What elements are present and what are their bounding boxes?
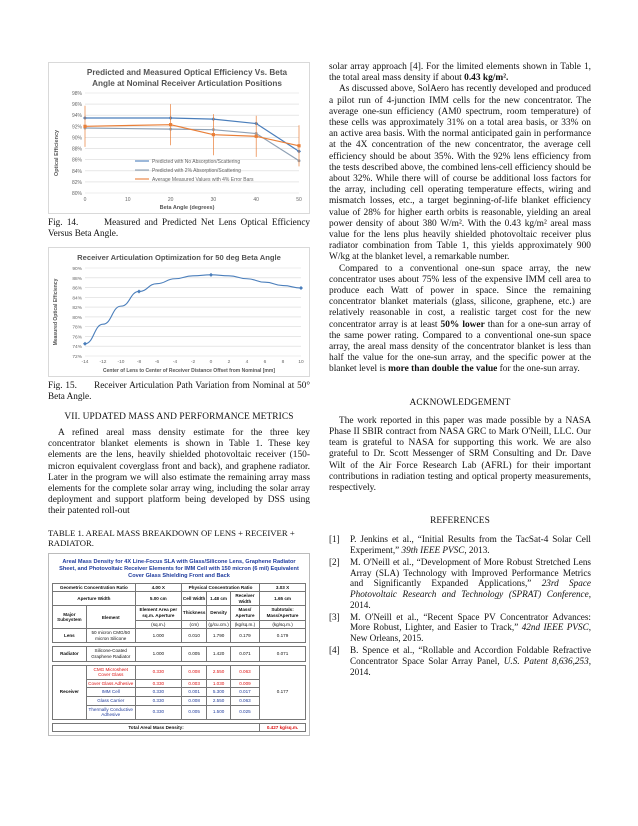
aperture-width-value: 5.00 cm	[135, 592, 181, 606]
table-title: Areal Mass Density for 4X Line-Focus SLA with Glass/Silicone Lens, Graphene Radiator Sheet, and Photovoltaic Receiver Elements for IMM Cell with 150 micron (6 mil) Equivalent Cover Glass Shielding Front and Back	[59, 558, 299, 579]
fig14-legend-label: Predicted with 2% Absorption/Scattering	[152, 168, 241, 174]
fig14-series-line	[85, 128, 299, 161]
fig14-y-tick: 98%	[71, 91, 82, 97]
fig14-point	[255, 135, 258, 138]
unit-thickness: (cm)	[181, 620, 206, 629]
fig15-chart	[49, 248, 309, 376]
fig14-y-tick: 88%	[71, 146, 82, 153]
header-major-subsystem: Major Subsystem	[53, 606, 87, 629]
aperture-width-label: Aperture Width	[53, 592, 136, 606]
fig15-x-tick: -2	[190, 360, 196, 365]
fig15-x-tick: -6	[154, 360, 160, 365]
reference-item: [1] P. Jenkins et al., “Initial Results from the TacSat-4 Solar Cell Experiment,” 39th IEEE PVSC, 2013.	[329, 534, 591, 555]
fig14-y-tick: 94%	[71, 113, 82, 120]
fig14-x-tick: 20	[167, 197, 174, 203]
references-list	[329, 534, 591, 677]
pcr-value: 3.03 X	[260, 583, 306, 592]
fig15-point	[83, 342, 87, 346]
fig15-x-tick: -14	[81, 360, 89, 365]
section-heading-vii: VII. UPDATED MASS AND PERFORMANCE METRICS	[64, 412, 294, 422]
unit-density: (g/cu.cm.)	[207, 620, 230, 629]
fig15-y-tick: 76%	[72, 335, 82, 341]
fig14-x-label: Beta Angle (degrees)	[159, 205, 215, 211]
fig15-y-tick: 82%	[72, 306, 82, 312]
fig15-x-tick: 4	[245, 360, 249, 365]
fig14-y-tick: 84%	[71, 168, 82, 175]
table-1-caption: TABLE 1. AREAL MASS BREAKDOWN OF LENS + RECEIVER + RADIATOR.	[48, 527, 295, 549]
cell-width-label: Cell Width	[181, 592, 206, 606]
fig14-point	[169, 123, 172, 126]
fig14-x-tick: 30	[210, 197, 217, 203]
fig14-x-tick: 40	[253, 197, 259, 203]
fig15-x-tick: 6	[263, 360, 267, 365]
unit-mass: (kg/sq.m.)	[230, 620, 259, 629]
reference-item: [4] B. Spence et al., “Rollable and Accordion Foldable Refractive Concentrator Space Solar Array Panel, U.S. Patent 8,636,253, 2014.	[329, 645, 591, 677]
acknowledgement-heading: ACKNOWLEDGEMENT	[409, 397, 511, 408]
mass-table	[52, 583, 306, 733]
fig15-x-tick: 10	[298, 360, 304, 365]
right-paragraph-3: Compared to a conventional one-sun space array, the new concentrator uses about 75% less of the expensive IMM cell area to produce each Watt of power in space. Since the remaining concentrator blanket materials (glass, silicone, graphene, etc.) are relatively reasonable in cost, a realistic target cost for the new concentrator array is at least 50% lower than for a one-sun array of the same power rating. Compared to a conventional one-sun space array, the areal mass density of the concentrator blanket is less than half the value for the one-sun array, and the specific power at the blanket level is more than double the value for the one-sun array.	[329, 263, 591, 375]
fig14-y-label: Optical Efficiency	[54, 129, 60, 177]
receiver-width-value: 1.65 cm	[260, 592, 306, 606]
header-subtotal: Subtotals: Mass/Aperture	[260, 606, 306, 620]
fig14-point	[212, 133, 215, 136]
gcr-label: Geometric Concentration Ratio	[53, 583, 136, 592]
pcr-label: Physical Concentration Ratio	[181, 583, 259, 592]
fig15-x-tick: 2	[227, 360, 231, 365]
fig14-y-tick: 92%	[71, 124, 82, 131]
fig15-x-tick: -8	[136, 360, 142, 365]
fig15-caption: Fig. 15. Receiver Articulation Path Variation from Nominal at 50° Beta Angle.	[48, 380, 310, 401]
fig14-y-tick: 86%	[71, 157, 82, 164]
fig15-x-tick: -12	[99, 360, 107, 365]
fig14-title-line1: Predicted and Measured Optical Efficiency Vs. Beta	[86, 68, 288, 77]
fig15-x-tick: -10	[117, 360, 125, 365]
fig14-chart	[49, 63, 309, 213]
right-paragraph-1: solar array approach [4]. For the limited elements shown in Table 1, the total areal mass density if about 0.43 kg/m².	[329, 62, 591, 84]
fig14-legend-label: Predicted with No Absorption/Scattering	[152, 159, 241, 165]
fig14-y-tick: 90%	[71, 135, 82, 142]
header-thickness: Thickness	[181, 606, 206, 620]
fig15-x-tick: -4	[172, 360, 178, 365]
header-area: Element Area per sq.m. Aperture	[135, 606, 181, 620]
left-column	[48, 62, 310, 736]
section-vii-paragraph: A refined areal mass density estimate for the three key concentrator blanket elements is shown in Table 1. These key elements are the lens, heavily shielded photovoltaic receiver (150-micron equivalent coverglass front and back), and graphene radiator. Later in the program we will also estimate the remaining array mass elements for the complete solar array wing, including the solar array deployment and support platform being developed by DSS using their patented roll-out	[48, 428, 310, 517]
fig15-point	[299, 286, 303, 290]
reference-item: [3] M. O'Neill et al., “Recent Space PV Concentrator Advances: More Robust, Lighter, and Easier to Track,” 42nd IEEE PVSC, New Orleans, 2015.	[329, 611, 591, 644]
radiator-row: Radiator Silicone-Coated Graphene Radiator 1.000 0.005 1.420 0.071 0.071	[53, 647, 306, 661]
references-heading: REFERENCES	[430, 516, 490, 527]
receiver-width-label: Receiver Width	[230, 592, 259, 606]
unit-area: (sq.m.)	[135, 620, 181, 629]
fig15-y-tick: 88%	[72, 276, 82, 282]
unit-subtotal: (kg/sq.m.)	[260, 620, 306, 629]
fig14-title-line2: Angle at Nominal Receiver Articulation Positions	[92, 79, 282, 88]
receiver-row: Thermally Conductive Adhesive 0.330 0.005 1.500 0.025	[53, 705, 306, 719]
fig15-point	[137, 289, 141, 293]
header-mass: Mass/ Aperture	[230, 606, 259, 620]
fig15-title: Receiver Articulation Optimization for 50 deg Beta Angle	[77, 253, 281, 262]
acknowledgement-paragraph: The work reported in this paper was made possible by a NASA Phase II SBIR contract from NASA GRC to Mark O'Neill, LLC. Our team is grateful to NASA for supporting this work. We are also grateful to Dr. Scott Messenger of SRM Consulting and Dr. Dave Wilt of the Air Force Research Lab (AFRL) for their important contributions in radiation testing and optical property measurements, respectively.	[329, 415, 591, 493]
figure-14	[48, 62, 310, 214]
fig14-caption: Fig. 14. Measured and Predicted Net Lens Optical Efficiency Versus Beta Angle.	[48, 217, 310, 238]
fig14-x-tick: 0	[83, 197, 87, 203]
fig15-x-tick: 0	[209, 360, 213, 365]
fig15-y-tick: 78%	[72, 325, 82, 331]
fig15-y-label: Measured Optical Efficiency	[53, 278, 59, 346]
total-row: Total Areal Mass Density: 0.427 kg/sq.m.	[53, 723, 306, 732]
fig15-x-tick: 8	[281, 360, 285, 365]
fig15-y-tick: 80%	[72, 315, 82, 321]
header-element: Element	[86, 606, 135, 629]
fig14-y-tick: 80%	[71, 191, 82, 197]
gcr-value: 4.00 X	[135, 583, 181, 592]
fig14-point	[83, 125, 86, 128]
fig14-legend-label: Average Measured Values with 4% Error Bars	[152, 177, 254, 183]
fig15-y-tick: 84%	[72, 296, 82, 302]
table-1	[48, 553, 310, 737]
right-paragraph-2: As discussed above, SolAero has recently developed and produced a pilot run of 4-junction IMM cells for the new concentrator. The average one-sun efficiency (AM0 spectrum, room temperature) of these cells was approximately 31% on a total area basis, or 33% on an active area basis. With the normal anticipated gain in performance at the 4X concentration of the new concentrator, the average cell efficiency should be about 35%. With the 92% lens efficiency from the tests described above, the combined lens-cell efficiency should be about 32%. While there will of course be additional loss factors for the array, including cell operating temperature effects, wiring and mismatch losses, etc., a target beginning-of-life blanket efficiency value of 28% for higher earth orbits is reasonable, yielding an areal power density of about 380 W/m². With the 0.43 kg/m² areal mass value for the lens plus heavily shielded photovoltaic receiver plus radiator combination from Table 1, this yields approximately 900 W/kg at the blanket level, a remarkable number.	[329, 84, 591, 263]
fig15-series-line	[85, 275, 301, 344]
fig15-y-tick: 74%	[72, 345, 82, 351]
fig15-y-tick: 72%	[72, 355, 82, 360]
fig15-y-tick: 90%	[72, 267, 82, 272]
fig15-point	[209, 273, 213, 277]
receiver-row: Cover Glass Adhesive 0.330 0.003 1.030 0.009	[53, 679, 306, 688]
receiver-row: Glass Carrier 0.330 0.008 2.550 0.063	[53, 696, 306, 705]
lens-row: Lens 50 micron CMG/50 micron Silicone 1.000 0.010 1.790 0.179 0.179	[53, 629, 306, 643]
figure-15	[48, 247, 310, 377]
fig15-x-label: Center of Lens to Center of Receiver Distance Offset from Nominal [mm]	[103, 368, 275, 374]
cell-width-value: 1.48 cm	[207, 592, 230, 606]
fig14-y-tick: 96%	[71, 102, 82, 109]
reference-item: [2] M. O'Neill et al., “Development of More Robust Stretched Lens Array (SLA) Technology with Improved Performance Metrics and Significantly Expanded Applications,” 23rd Space Photovoltaic Research and Technology (SPRAT) Conference, 2014.	[329, 556, 591, 610]
receiver-row: Receiver CMG Microsheet Cover Glass 0.330 0.008 2.550 0.063 0.177	[53, 665, 306, 679]
fig14-x-tick: 50	[296, 197, 302, 203]
right-column	[329, 62, 591, 678]
fig14-y-tick: 82%	[71, 179, 82, 186]
fig14-x-tick: 10	[125, 197, 131, 203]
header-density: Density	[207, 606, 230, 620]
fig14-point	[297, 144, 300, 147]
fig14-series-line	[85, 118, 299, 151]
fig15-y-tick: 86%	[72, 286, 82, 292]
receiver-row: IMM Cell 0.330 0.001 5.300 0.017	[53, 688, 306, 697]
